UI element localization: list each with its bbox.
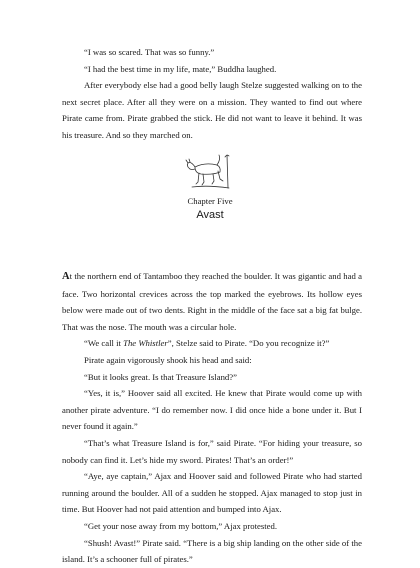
chapter-text-block	[62, 268, 362, 568]
first-paragraph-text: t the northern end of Tantamboo they reached the boulder. It was gigantic and had a face. Two horizontal crevices across the top marked the eyebrows. Its hollow eyes below were made out of two dents. Right in the middle of the face sat a big fat bulge. That was the nose. The mouth was a circular hole.	[62, 271, 362, 332]
paragraph: Pirate again vigorously shook his head and said:	[84, 354, 252, 365]
paragraph: “Shush! Avast!” Pirate said. “There is a big ship landing on the other side of the island. It’s a schooner full of pirates.”	[62, 537, 362, 565]
paragraph: “I had the best time in my life, mate,” Buddha laughed.	[84, 63, 277, 74]
paragraph: “Yes, it is,” Hoover said all excited. He knew that Pirate would come up with another pirate adventure. “I do remember now. I did once hide a bone under it. But I never found it again.”	[62, 388, 362, 432]
chapter-number: Chapter Five	[187, 196, 233, 206]
drop-letter: A	[62, 271, 70, 282]
paragraph	[62, 335, 362, 352]
chapter-title: Avast	[196, 209, 224, 221]
italic-name: The Whistler	[123, 338, 168, 349]
paragraph: “Aye, aye captain,” Ajax and Hoover said and followed Pirate who had started running around the boulder. All of a sudden he stopped. Ajax managed to stop just in time. But Hoover had not paid attention and bumped into Ajax.	[62, 471, 362, 515]
paragraph-text: ”, Stelze said to Pirate. “Do you recognize it?”	[167, 338, 330, 349]
paragraph: “Get your nose away from my bottom,” Ajax protested.	[84, 520, 278, 531]
paragraph-text: “We call it	[84, 338, 124, 349]
paragraph: After everybody else had a good belly laugh Stelze suggested walking on to the next secret place. After all they were on a mission. They wanted to find out where Pirate came from. Pirate grabbed the stick. He did not want to leave it behind. It was his treasure. And so they marched on.	[62, 80, 362, 140]
paragraph: “I was so scared. That was so funny.”	[84, 47, 215, 57]
dog-illustration	[183, 151, 235, 191]
first-paragraph	[62, 268, 362, 335]
top-text-block	[62, 44, 362, 144]
paragraph: “That’s what Treasure Island is for,” said Pirate. “For hiding your treasure, so nobody can find it. Let’s hide my sword. Pirates! That’s an order!”	[62, 437, 362, 465]
paragraph: “But it looks great. Is that Treasure Island?”	[84, 371, 237, 382]
